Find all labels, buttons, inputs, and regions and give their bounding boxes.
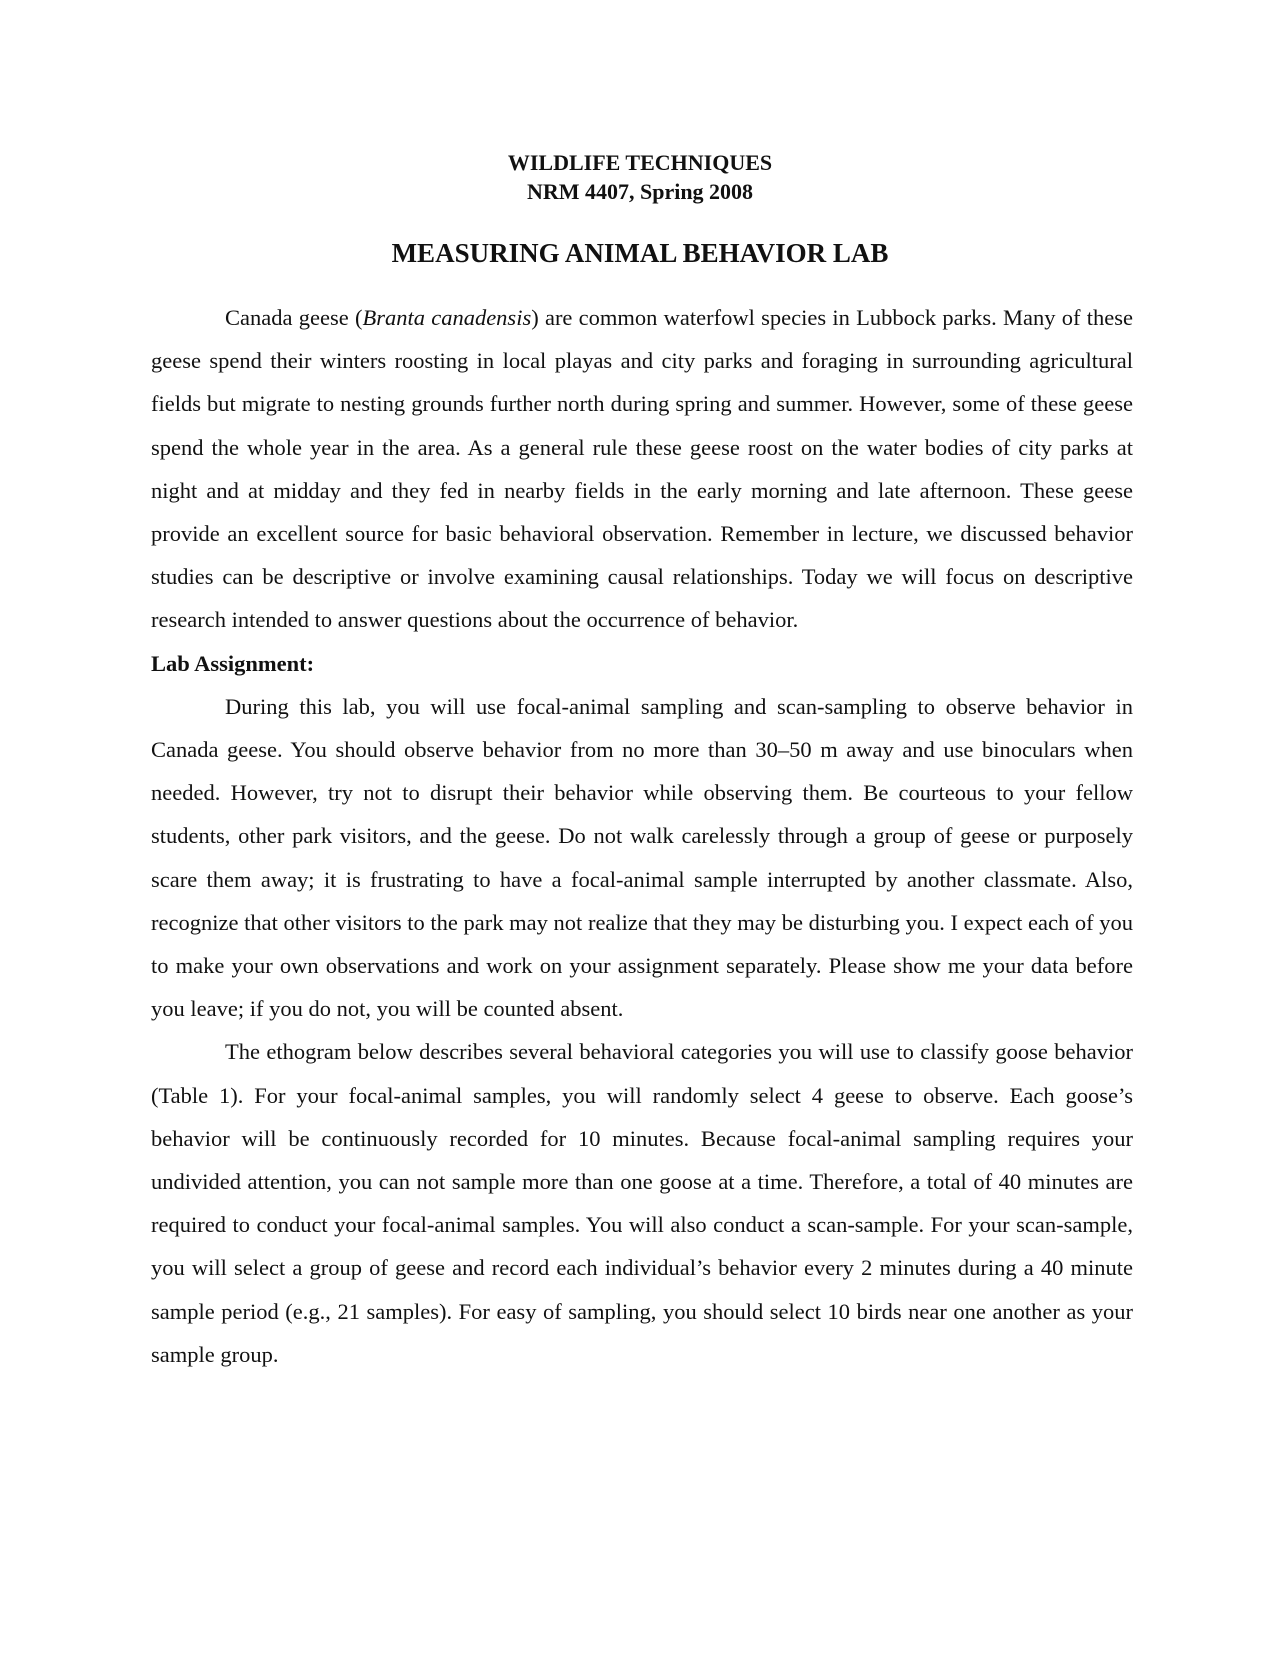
species-name: Branta canadensis [362, 305, 532, 330]
intro-lead: Canada geese ( [225, 305, 363, 330]
lab-assignment-heading: Lab Assignment: [151, 650, 315, 676]
document-title: MEASURING ANIMAL BEHAVIOR LAB [391, 238, 889, 268]
lab-assignment-paragraph-2: The ethogram below describes several behavioral categories you will use to classify goose behavior (Table 1). For your focal-animal samples, you will randomly select 4 geese to observe. Each goose’s behavior will be continuously recorded for 10 minutes. Because focal-animal sampling requires your undivided attention, you can not sample more than one goose at a time. Therefore, a total of 40 minutes are required to conduct your focal-animal samples. You will also conduct a scan-sample. For your scan-sample, you will select a group of geese and record each individual’s behavior every 2 minutes during a 40 minute sample period (e.g., 21 samples). For easy of sampling, you should select 10 birds near one another as your sample group. [151, 1039, 1133, 1367]
intro-paragraph [151, 296, 1133, 642]
document-body [151, 296, 1133, 1376]
intro-rest: ) are common waterfowl species in Lubbock parks. Many of these geese spend their winters roosting in local playas and city parks and foraging in surrounding agricultural fields but migrate to nesting grounds further north during spring and summer. However, some of these geese spend the whole year in the area. As a general rule these geese roost on the water bodies of city parks at night and at midday and they fed in nearby fields in the early morning and late afternoon. These geese provide an excellent source for basic behavioral observation. Remember in lecture, we discussed behavior studies can be descriptive or involve examining causal relationships. Today we will focus on descriptive research intended to answer questions about the occurrence of behavior. [151, 305, 1133, 633]
course-info: NRM 4407, Spring 2008 [526, 179, 754, 204]
document-header [0, 148, 1280, 206]
course-title: WILDLIFE TECHNIQUES [507, 150, 773, 175]
lab-assignment-paragraph-1: During this lab, you will use focal-animal sampling and scan-sampling to observe behavior in Canada geese. You should observe behavior from no more than 30–50 m away and use binoculars when needed. However, try not to disrupt their behavior while observing them. Be courteous to your fellow students, other park visitors, and the geese. Do not walk carelessly through a group of geese or purposely scare them away; it is frustrating to have a focal-animal sample interrupted by another classmate. Also, recognize that other visitors to the park may not realize that they may be disturbing you. I expect each of you to make your own observations and work on your assignment separately. Please show me your data before you leave; if you do not, you will be counted absent. [151, 693, 1133, 1022]
